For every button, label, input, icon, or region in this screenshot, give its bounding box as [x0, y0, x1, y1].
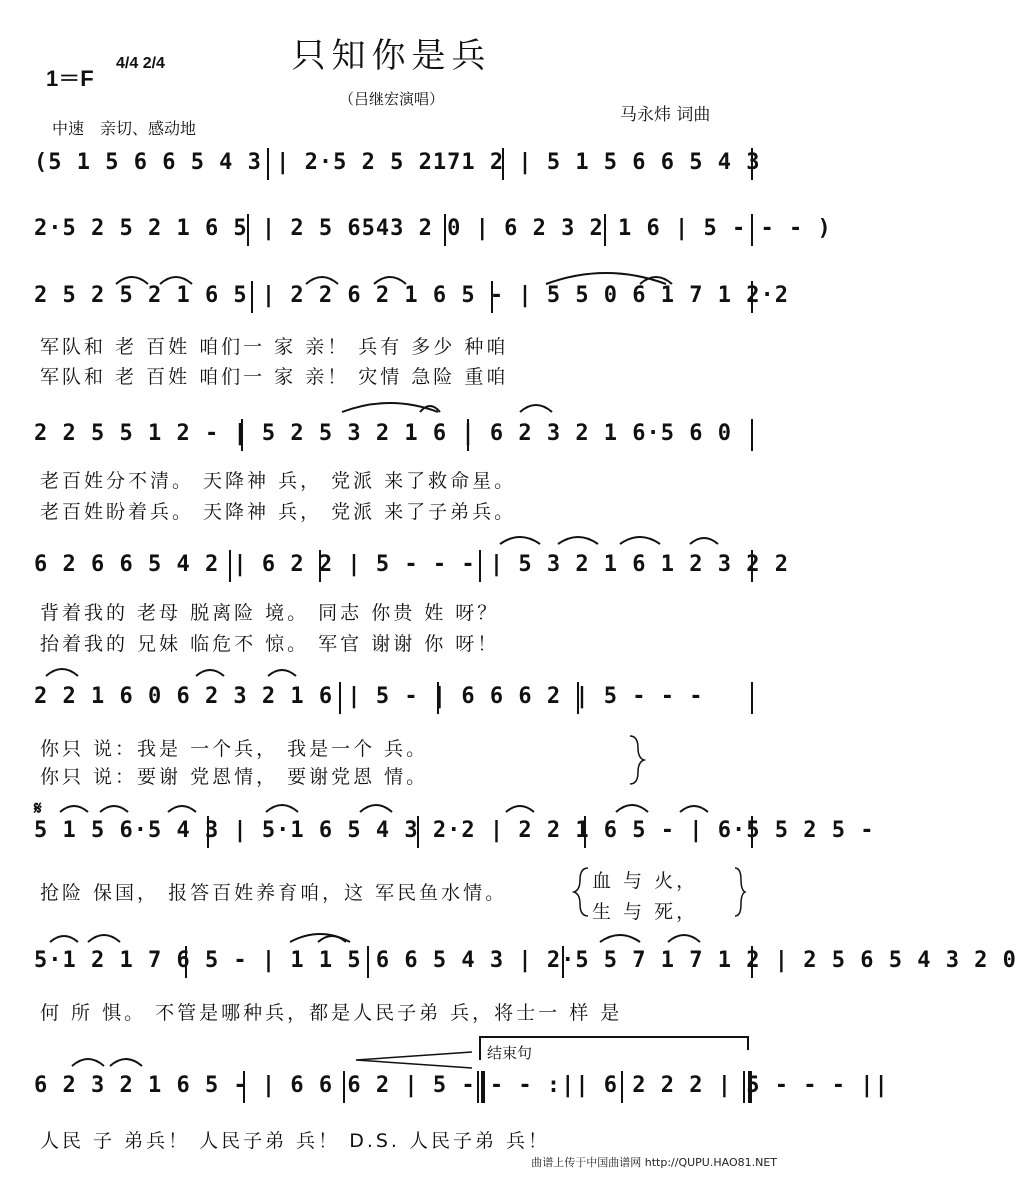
score-row-1: (5 1 5 6 6 5 4 3 | 2·5 2 5 2171 2 | 5 1 5 6 6 5 4 3	[34, 150, 761, 175]
key-signature: 1＝F	[46, 66, 94, 91]
lyric-row-4a: 老百姓分不清。 天降神 兵， 党派 来了救命星。	[40, 470, 517, 492]
meter-1: 4/4	[116, 55, 139, 72]
score-row-3: 2 5 2 5 2 1 6 5 | 2 2 6 2 1 6 5 - | 5 5 0 6 1 7 1 2·2	[34, 283, 789, 308]
tempo-marking: 中速 亲切、感动地	[52, 119, 197, 138]
lyric-row-8: 何 所 惧。 不管是哪种兵，都是人民子弟 兵，将士一 样 是	[40, 1002, 623, 1024]
lyric-row-3a: 军队和 老 百姓 咱们一 家 亲！ 兵有 多少 种咱	[40, 336, 509, 358]
lyric-row-4b: 老百姓盼着兵。 天降神 兵， 党派 来了子弟兵。	[40, 501, 517, 523]
score-row-7: 5 1 5 6·5 4 3 | 5·1 6 5 4 3 2·2 | 2 2 1 6 5 - | 6·5 5 2 5 -	[34, 818, 875, 843]
singer-credit: （吕继宏演唱）	[338, 90, 444, 108]
lyric-row-7: 抢险 保国， 报答百姓养育咱，这 军民鱼水情。	[40, 882, 508, 904]
lyric-row-6a: 你只 说：我是 一个兵， 我是一个 兵。	[40, 738, 429, 760]
lyric-row-3b: 军队和 老 百姓 咱们一 家 亲！ 灾情 急险 重咱	[40, 366, 509, 388]
ending-label: 结束句	[487, 1044, 533, 1062]
lyricist-composer: 马永炜 词曲	[620, 105, 711, 125]
score-row-8: 5·1 2 1 7 6 5 - | 1 1 5 6 6 5 4 3 | 2·5 5 7 1 7 1 2 | 2 5 6 5 4 3 2 0	[34, 948, 1017, 973]
score-row-4: 2 2 5 5 1 2 - | 5 2 5 3 2 1 6 | 6 2 3 2 1 6·5 6 0	[34, 421, 733, 446]
lyric-side-1: 血 与 火，	[592, 870, 699, 892]
segno-sign: 𝄋	[34, 798, 42, 819]
lyric-row-5b: 抬着我的 兄妹 临危不 惊。 军官 谢谢 你 呀！	[40, 633, 500, 655]
score-row-5: 6 2 6 6 5 4 2 | 6 2 2 | 5 - - - | 5 3 2 1 6 1 2 3 2 2	[34, 552, 789, 577]
meter-2: 2/4	[142, 55, 165, 72]
song-title: 只知你是兵	[291, 36, 492, 76]
score-row-9: 6 2 3 2 1 6 5 - | 6 6 6 2 | 5 - - - :|| 6 2 2 2 | 5 - - - ||	[34, 1073, 889, 1098]
source-watermark: 曲谱上传于中国曲谱网 http://QUPU.HAO81.NET	[531, 1156, 777, 1169]
lyric-row-9: 人民 子 弟兵！ 人民子弟 兵！ D.S. 人民子弟 兵！	[40, 1130, 551, 1152]
lyric-row-6b: 你只 说：要谢 党恩情， 要谢党恩 情。	[40, 766, 429, 788]
score-row-6: 2 2 1 6 0 6 2 3 2 1 6 | 5 - | 6 6 6 2 | 5 - - -	[34, 684, 704, 709]
lyric-row-5a: 背着我的 老母 脱离险 境。 同志 你贵 姓 呀？	[40, 602, 500, 624]
lyric-side-2: 生 与 死，	[592, 901, 699, 923]
score-row-2: 2·5 2 5 2 1 6 5 | 2 5 6543 2 0 | 6 2 3 2 1 6 | 5 - - - )	[34, 216, 832, 241]
